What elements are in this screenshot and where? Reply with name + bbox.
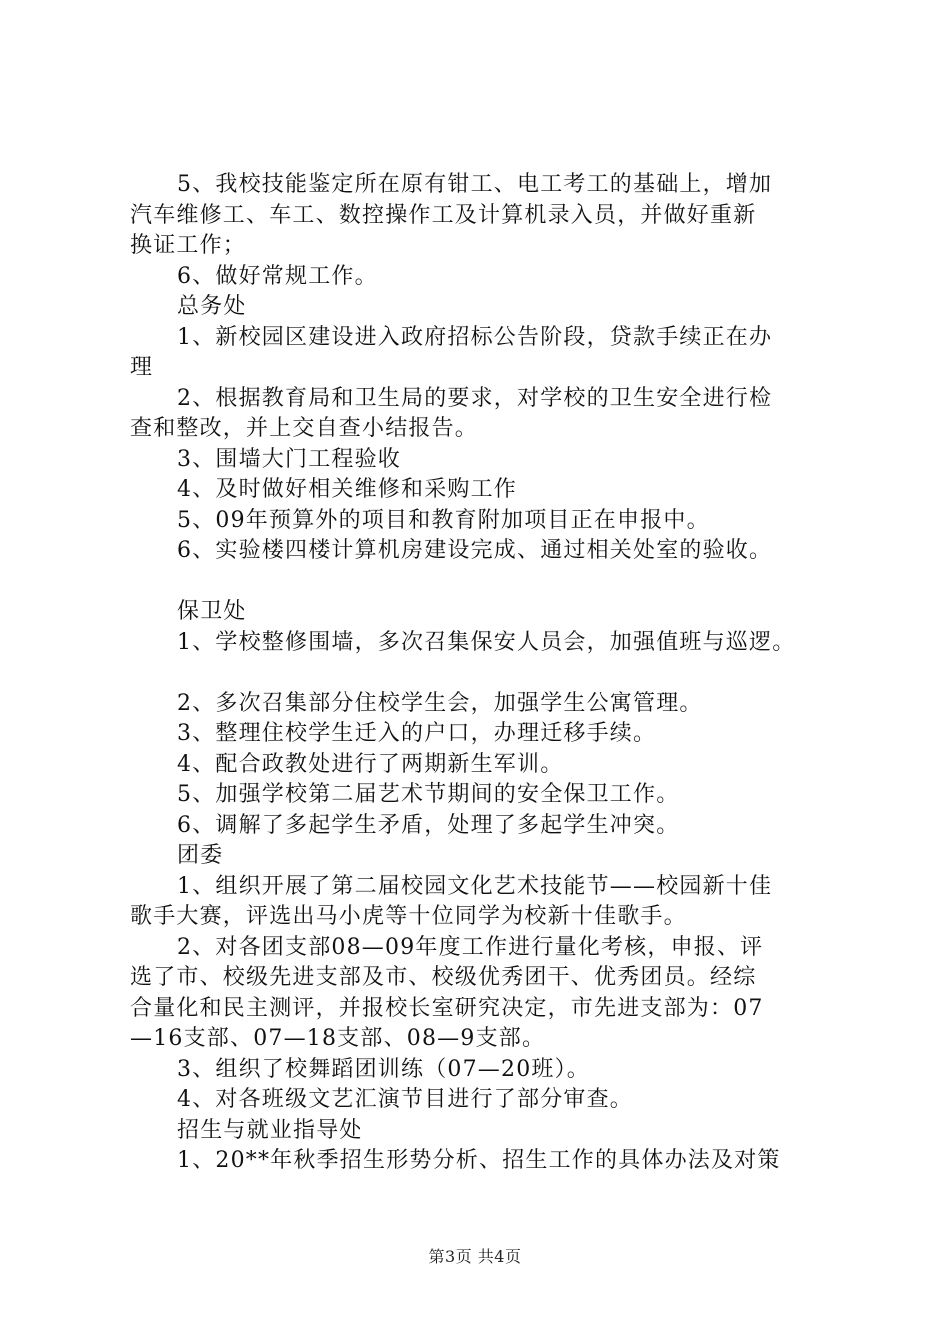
text-line: —16支部、07—18支部、08—9支部。 — [130, 1026, 546, 1051]
text-line: 3、围墙大门工程验收 — [177, 446, 401, 472]
section-heading: 保卫处 — [177, 599, 247, 624]
text-line: 合量化和民主测评，并报校长室研究决定，市先进支部为：07 — [130, 995, 764, 1021]
page-number-footer: 第3页 共4页 — [428, 1247, 522, 1266]
text-line: 2、多次召集部分住校学生会，加强学生公寓管理。 — [177, 690, 703, 716]
text-line: 5、09年预算外的项目和教育附加项目正在申报中。 — [177, 507, 710, 533]
document-body — [130, 170, 840, 1177]
section-heading: 招生与就业指导处 — [177, 1117, 363, 1143]
text-line: 5、加强学校第二届艺术节期间的安全保卫工作。 — [177, 782, 680, 807]
text-line: 2、对各团支部08—09年度工作进行量化考核，申报、评 — [177, 934, 764, 960]
text-line: 1、学校整修围墙，多次召集保安人员会，加强值班与巡逻。 — [177, 629, 796, 655]
text-line: 1、组织开展了第二届校园文化艺术技能节——校园新十佳 — [177, 873, 773, 899]
paragraph-gap — [130, 567, 840, 598]
text-line: 5、我校技能鉴定所在原有钳工、电工考工的基础上，增加 — [177, 172, 773, 197]
text-line: 1、新校园区建设进入政府招标公告阶段，贷款手续正在办 — [177, 324, 773, 350]
text-line: 6、实验楼四楼计算机房建设完成、通过相关处室的验收。 — [177, 538, 773, 563]
paragraph-gap — [130, 658, 840, 689]
text-line: 理 — [130, 355, 154, 380]
text-line: 3、组织了校舞蹈团训练（07—20班）。 — [177, 1056, 590, 1082]
text-line: 2、根据教育局和卫生局的要求，对学校的卫生安全进行检 — [177, 385, 773, 411]
text-line: 4、配合政教处进行了两期新生军训。 — [177, 751, 564, 777]
text-line: 3、整理住校学生迁入的户口，办理迁移手续。 — [177, 721, 657, 746]
text-line: 选了市、校级先进支部及市、校级优秀团干、优秀团员。经综 — [130, 965, 757, 990]
text-line: 4、对各班级文艺汇演节目进行了部分审查。 — [177, 1087, 633, 1112]
text-line: 歌手大赛，评选出马小虎等十位同学为校新十佳歌手。 — [130, 904, 687, 929]
text-line: 6、做好常规工作。 — [177, 263, 378, 289]
text-line: 查和整改，并上交自查小结报告。 — [130, 416, 479, 441]
section-heading: 团委 — [177, 843, 224, 868]
section-heading: 总务处 — [177, 294, 247, 319]
text-line: 4、及时做好相关维修和采购工作 — [177, 477, 517, 502]
text-line: 6、调解了多起学生矛盾，处理了多起学生冲突。 — [177, 812, 680, 838]
text-line: 1、20**年秋季招生形势分析、招生工作的具体办法及对策 — [177, 1148, 781, 1173]
text-line: 汽车维修工、车工、数控操作工及计算机录入员，并做好重新 — [130, 202, 757, 228]
text-line: 换证工作； — [130, 233, 247, 258]
